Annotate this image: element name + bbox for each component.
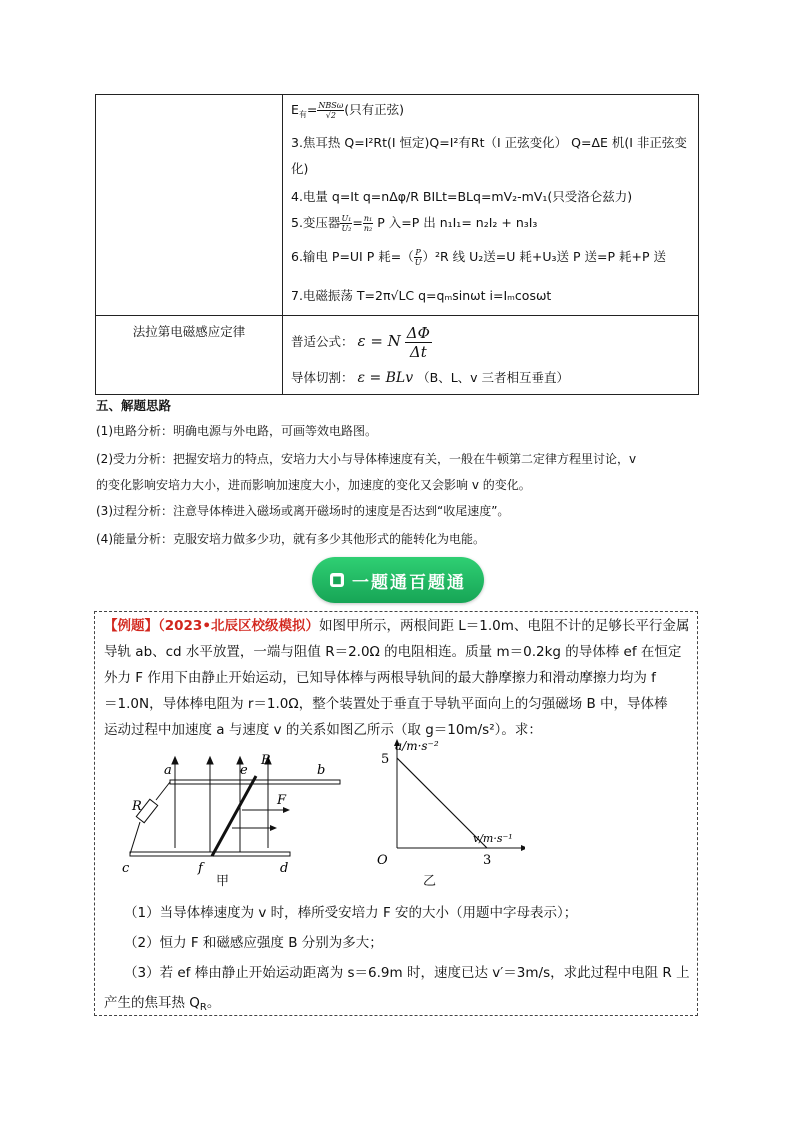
question-1: （1）当导体棒速度为 v 时，棒所受安培力 F 安的大小（用题中字母表示）；: [124, 905, 578, 921]
transmission-line: [291, 247, 666, 267]
label-d: d: [280, 861, 289, 876]
rod-ef: [212, 776, 256, 856]
table-cell-formulas: [283, 95, 699, 316]
figure-b-chart: [365, 738, 525, 878]
y-axis-label: a/m·s⁻²: [395, 739, 439, 753]
question-2: （2）恒力 F 和磁感应强度 B 分别为多大；: [124, 935, 383, 951]
transformer-frac-num: U₁: [341, 214, 352, 223]
emf-label: E: [291, 102, 299, 117]
transformer-frac-den: U₂: [341, 224, 352, 233]
emf-line: $E_有=$ $\frac{\text{NBSω}}{√2}$ (只有正弦): [291, 101, 405, 120]
emf-fraction: [317, 101, 344, 120]
cutting-line: [291, 368, 569, 386]
emf-num: NBSω: [318, 101, 344, 110]
label-b: b: [317, 763, 326, 778]
transmission-prefix: 6.输电 P=UI P 耗=（: [291, 249, 414, 264]
emf-den: √2: [325, 111, 336, 120]
example-tag: 【例题】（2023•北辰区校级模拟）: [104, 618, 319, 634]
wire-upper: [156, 782, 170, 800]
transformer-prefix: 5.变压器: [291, 215, 341, 230]
transformer-rest: P 入=P 出 n₁I₁= n₂I₂ + n₃I₃: [377, 215, 538, 230]
general-formula-line: [291, 324, 432, 361]
label-B: B: [261, 753, 271, 768]
label-F: F: [277, 793, 287, 808]
example-line-1-text: 如图甲所示，两根间距 L＝1.0m、电阻不计的足够长平行金属: [318, 618, 690, 634]
joule-line-1: 3.焦耳热 Q=I²Rt(I 恒定)Q=I²有Rt（I 正弦变化） Q=ΔE 机(I 非正弦变: [291, 135, 687, 150]
example-line-4: ＝1.0N，导体棒电阻为 r＝1.0Ω，整个装置处于垂直于导轨平面向上的匀强磁场 B 中，导体棒: [104, 696, 668, 712]
transmission-frac-den: U: [414, 258, 422, 267]
paragraph-3: (3)过程分析：注意导体棒进入磁场或离开磁场时的速度是否达到“收尾速度”。: [96, 504, 510, 518]
general-num: ΔΦ: [406, 324, 430, 342]
label-e: e: [240, 763, 248, 778]
general-fraction: [405, 324, 432, 361]
transmission-frac-num: P: [415, 248, 421, 257]
paragraph-2b: 的变化影响安培力大小，进而影响加速度大小，加速度的变化又会影响 v 的变化。: [96, 478, 531, 492]
general-prefix: 普适公式：: [291, 334, 354, 349]
question-3b-sub: R: [199, 1002, 207, 1013]
y-tick-label: 5: [381, 752, 390, 767]
emf-sub: 有: [298, 110, 307, 119]
paragraph-4: (4)能量分析：克服安培力做多少功，就有多少其他形式的能转化为电能。: [96, 532, 486, 546]
example-line-1: [104, 614, 690, 640]
banner-pill: [312, 557, 484, 603]
figure-b-caption: 乙: [423, 874, 437, 889]
charge-line: 4.电量 q=It q=nΔφ/R BILt=BLq=mV₂-mV₁(只受洛仑兹力): [291, 189, 633, 204]
question-3b: [104, 991, 220, 1013]
figure-a: [120, 748, 350, 883]
x-axis-label: v/m·s⁻¹: [473, 832, 513, 845]
general-lhs: ε = N: [357, 332, 401, 350]
transformer-line: [291, 213, 537, 233]
banner-label: 一题通百题通: [352, 572, 466, 593]
label-c: c: [122, 861, 130, 876]
transformer-eq: =: [352, 215, 363, 230]
faraday-cell: [283, 316, 699, 395]
force-arrowhead-2: [270, 825, 277, 831]
question-3b-end: 。: [206, 995, 221, 1011]
origin-label: O: [377, 853, 388, 868]
paragraph-2a: (2)受力分析：把握安培力的特点，安培力大小与导体棒速度有关，一般在牛顿第二定律方程里讨论，v: [96, 452, 637, 466]
book-icon: ■: [330, 573, 344, 587]
label-a: a: [164, 763, 172, 778]
x-tick-label: 3: [483, 853, 492, 868]
formula-table: [95, 94, 699, 395]
wire-lower: [130, 822, 140, 854]
label-f: f: [198, 861, 203, 876]
transformer-frac2-den: n₂: [363, 224, 373, 233]
example-line-2: 导轨 ab、cd 水平放置，一端与阻值 R＝2.0Ω 的电阻相连。质量 m＝0.2kg 的导体棒 ef 在恒定: [104, 644, 682, 660]
question-3b-text: 产生的焦耳热 Q: [104, 995, 200, 1011]
paragraph-1: (1)电路分析：明确电源与外电路，可画等效电路图。: [96, 424, 378, 438]
transformer-frac2-num: n₁: [363, 214, 373, 223]
label-R: R: [132, 799, 142, 814]
example-line-3: 外力 F 作用下由静止开始运动，已知导体棒与两根导轨间的最大静摩擦力和滑动摩擦力均为 f: [104, 670, 656, 686]
section-title: 五、解题思路: [96, 398, 172, 413]
general-den: Δt: [409, 343, 427, 361]
example-line-5: 运动过程中加速度 a 与速度 v 的关系如图乙所示（取 g＝10m/s²）。求：: [104, 722, 542, 738]
joule-line-2: 化): [291, 161, 309, 176]
faraday-label-cell: [96, 316, 283, 395]
oscillation-line: 7.电磁振荡 T=2π√LC q=qₘsinωt i=Iₘcosωt: [291, 288, 552, 303]
transmission-rest: ）²R 线 U₂送=U 耗+U₃送 P 送=P 耗+P 送: [422, 249, 666, 264]
x-axis-arrow: [521, 845, 525, 851]
example-box: [94, 611, 698, 1016]
faraday-label: 法拉第电磁感应定律: [132, 324, 246, 339]
cutting-formula: ε = BLv: [357, 370, 414, 386]
rail-cd: [130, 852, 290, 856]
emf-note: (只有正弦): [344, 102, 405, 117]
table-cell-empty: [96, 95, 283, 316]
question-3a: （3）若 ef 棒由静止开始运动距离为 s＝6.9m 时，速度已达 v′＝3m/s，求此过程中电阻 R 上: [124, 965, 690, 981]
cutting-prefix: 导体切割：: [291, 370, 354, 385]
transformer-frac: [340, 214, 352, 233]
transformer-frac2: [363, 214, 373, 233]
cutting-note: （B、L、v 三者相互垂直）: [417, 370, 570, 385]
figure-a-caption: 甲: [216, 874, 230, 889]
